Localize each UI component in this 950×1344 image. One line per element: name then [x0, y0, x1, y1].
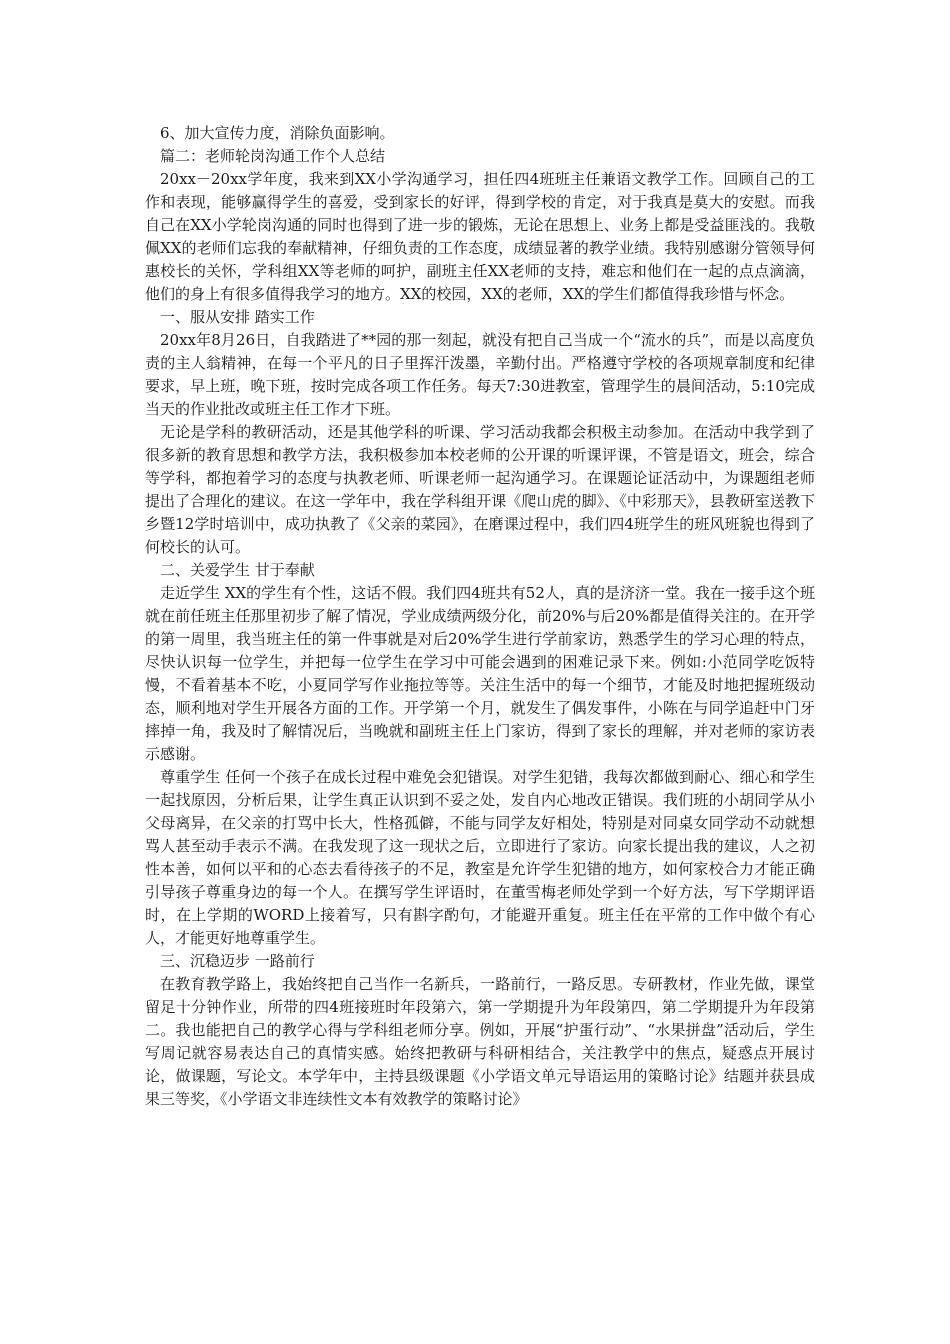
paragraph-1a: 20xx年8月26日，自我踏进了**园的那一刻起，就没有把自己当成一个“流水的兵”，而是以高度负责的主人翁精神，在每一个平凡的日子里挥汗泼墨，辛勤付出。严格遵守学校的各项规章制度和纪律要求，早上班，晚下班，按时完成各项工作任务。每天7:30进教室，管理学生的晨间活动，5:10完成当天的作业批改或班主任工作才下班。	[145, 331, 815, 418]
article-title: 篇二：老师轮岗沟通工作个人总结	[160, 147, 386, 165]
section-item-6: 6、加大宣传力度，消除负面影响。	[160, 124, 395, 142]
paragraph-2a: 走近学生 XX的学生有个性，这话不假。我们四4班共有52人，真的是济济一堂。我在一接手这个班就在前任班主任那里初步了解了情况，学业成绩两级分化，前20%与后20%都是值得关注的。在开学的第一周里，我当班主任的第一件事就是对后20%学生进行学前家访，熟悉学生的学习心理的特点，尽快认识每一位学生，并把每一位学生在学习中可能会遇到的困难记录下来。例如:小范同学吃饭特慢，不看着基本不吃，小夏同学写作业拖拉等等。关注生活中的每一个细节，才能及时地把握班级动态，顺利地对学生开展各方面的工作。开学第一个月，就发生了偶发事件，小陈在与同学追赶中门牙摔掉一角，我及时了解情况后，当晚就和副班主任上门家访，得到了家长的理解，并对老师的家访表示感谢。	[145, 584, 815, 763]
section-heading-2: 二、关爱学生 甘于奉献	[160, 561, 315, 579]
paragraph-2b: 尊重学生 任何一个孩子在成长过程中难免会犯错误。对学生犯错，我每次都做到耐心、细心和学生一起找原因，分析后果，让学生真正认识到不妥之处，发自内心地改正错误。我们班的小胡同学从小父母离异，在父亲的打骂中长大，性格孤僻，不能与同学友好相处，特别是对同桌女同学动不动就想骂人甚至动手表示不满。在我发现了这一现状之后，立即进行了家访。向家长提出我的建议，人之初性本善，如何以平和的心态去看待孩子的不足，教室是允许学生犯错的地方，如何家校合力才能正确引导孩子尊重身边的每一个人。在撰写学生评语时，在董雪梅老师处学到一个好方法，写下学期评语时，在上学期的WORD上接着写，只有斟字酌句，才能避开重复。班主任在平常的工作中做个有心人，才能更好地尊重学生。	[145, 768, 815, 947]
paragraph-1b: 无论是学科的教研活动，还是其他学科的听课、学习活动我都会积极主动参加。在活动中我学到了很多新的教育思想和教学方法，我积极参加本校老师的公开课的听课评课，不管是语文，班会，综合等学科，都抱着学习的态度与执教老师、听课老师一起沟通学习。在课题论证活动中，为课题组老师提出了合理化的建议。在这一学年中，我在学科组开课《爬山虎的脚》、《中彩那天》，县教研室送教下乡暨12学时培训中，成功执教了《父亲的菜园》，在磨课过程中，我们四4班学生的班风班貌也得到了何校长的认可。	[145, 423, 815, 556]
paragraph-3a: 在教育教学路上，我始终把自己当作一名新兵，一路前行，一路反思。专研教材，作业先做，课堂留足十分钟作业，所带的四4班接班时年段第六，第一学期提升为年段第四，第二学期提升为年段第二。我也能把自己的教学心得与学科组老师分享。例如，开展“护蛋行动”、“水果拼盘”活动后，学生写周记就容易表达自己的真情实感。始终把教研与科研相结合，关注教学中的焦点，疑惑点开展讨论，做课题，写论文。本学年中，主持县级课题《小学语文单元导语运用的策略讨论》结题并获县成果三等奖，《小学语文非连续性文本有效教学的策略讨论》	[145, 975, 815, 1108]
paragraph-intro: 20xx－20xx学年度，我来到XX小学沟通学习，担任四4班班主任兼语文教学工作。回顾自己的工作和表现，能够赢得学生的喜爱，受到家长的好评，得到学校的肯定，对于我真是莫大的安慰。而我自己在XX小学轮岗沟通的同时也得到了进一步的锻炼，无论在思想上、业务上都是受益匪浅的。我敬佩XX的老师们忘我的奉献精神，仔细负责的工作态度，成绩显著的教学业绩。我特别感谢分管领导何惠校长的关怀，学科组XX等老师的呵护，副班主任XX老师的支持，难忘和他们在一起的点点滴滴，他们的身上有很多值得我学习的地方。XX的校园，XX的老师，XX的学生们都值得我珍惜与怀念。	[145, 170, 815, 303]
section-heading-3: 三、沉稳迈步 一路前行	[160, 952, 315, 970]
section-heading-1: 一、服从安排 踏实工作	[160, 308, 315, 326]
document-body	[145, 122, 815, 1111]
